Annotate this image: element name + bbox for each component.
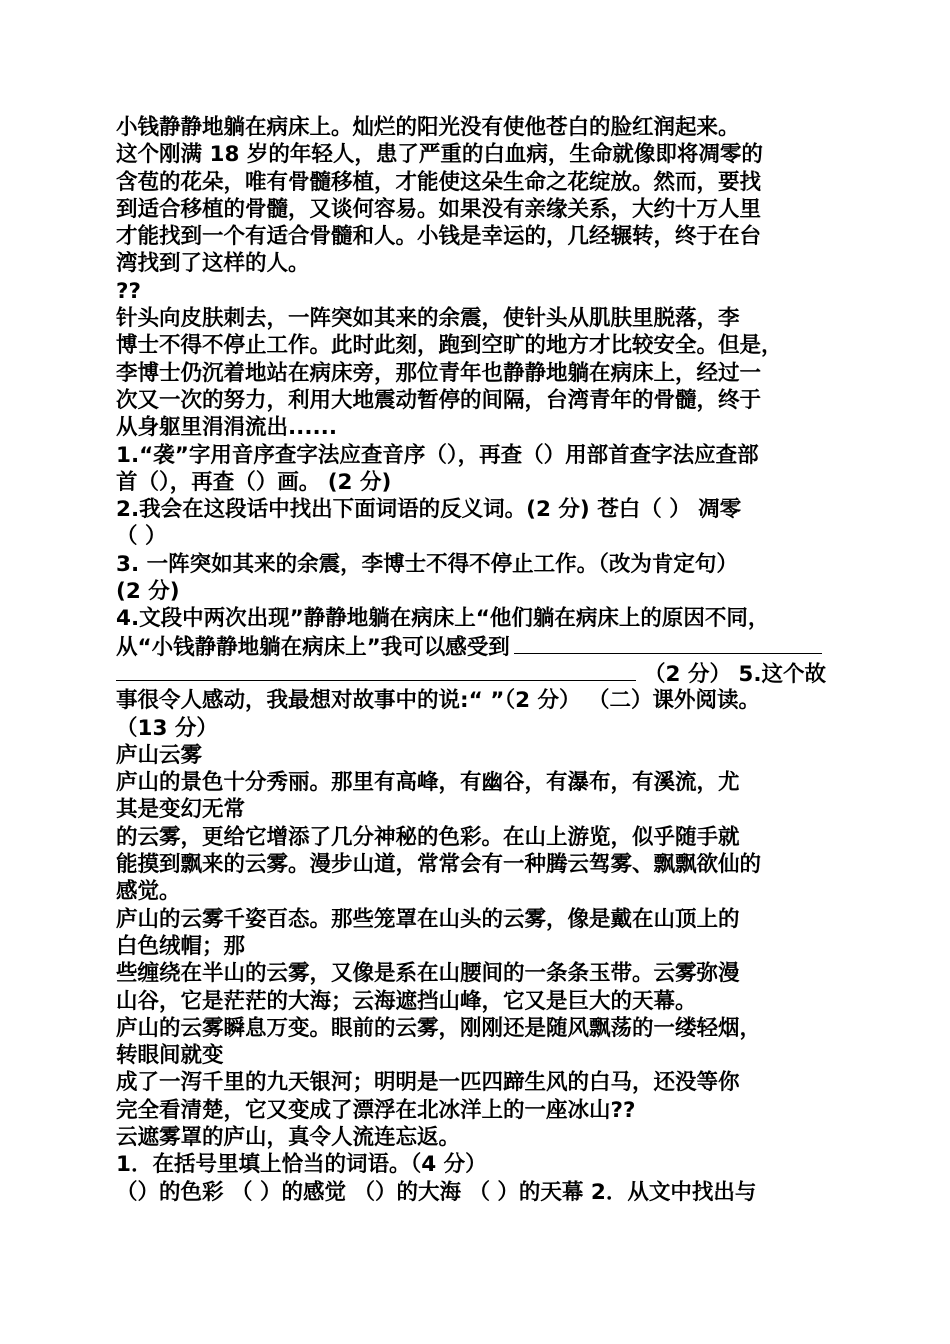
passage-2-line: 感觉。	[116, 879, 181, 905]
passage-2-line: 其是变幻无常	[116, 797, 246, 823]
passage-2-line: 的云雾，更给它增添了几分神秘的色彩。在山上游览，似乎随手就	[116, 824, 740, 850]
question-4-answer-line	[116, 660, 836, 687]
passage-1	[116, 114, 836, 442]
question-5-line: 事很令人感动，我最想对故事中的说:“ ”（2 分） （二）课外阅读。	[116, 688, 761, 714]
passage-2-line: 庐山的云雾千姿百态。那些笼罩在山头的云雾，像是戴在山顶上的	[116, 906, 740, 932]
passage-1-line: 湾找到了这样的人。	[116, 251, 310, 277]
passage-2-line: 白色绒帽；那	[116, 933, 246, 959]
passage-1-line: 博士不得不停止工作。此时此刻，跑到空旷的地方才比较安全。但是，	[116, 333, 783, 359]
answer-blank[interactable]	[514, 633, 822, 654]
question-line: （）的色彩 （ ）的感觉 （）的大海 （ ）的天幕 2．从文中找出与	[116, 1179, 757, 1205]
passage-1-line: 到适合移植的骨髓，又谈何容易。如果没有亲缘关系，大约十万人里	[116, 196, 762, 222]
question-4-tail: （2 分） 5.这个故	[644, 661, 827, 687]
passage-1-line: 李博士仍沉着地站在病床旁，那位青年也静静地躺在病床上，经过一	[116, 360, 762, 386]
passage-2	[116, 742, 836, 1151]
passage-2-line: 能摸到飘来的云雾。漫步山道，常常会有一种腾云驾雾、飘飘欲仙的	[116, 852, 762, 878]
passage-2-line: 庐山的云雾瞬息万变。眼前的云雾，刚刚还是随风飘荡的一缕轻烟，	[116, 1015, 762, 1041]
question-4-prompt: 从“小钱静静地躺在病床上”我可以感受到	[116, 634, 510, 660]
passage-1-line: 次又一次的努力，利用大地震动暂停的间隔，台湾青年的骨髓，终于	[116, 387, 762, 413]
passage-1-line: 从身躯里涓涓流出......	[116, 415, 338, 441]
passage-1-line: ??	[116, 278, 141, 304]
question-line: （ ）	[116, 524, 167, 550]
question-line: 1．在括号里填上恰当的词语。（4 分）	[116, 1152, 487, 1178]
question-4-continued	[116, 633, 836, 660]
section-score: （13 分）	[116, 715, 218, 741]
passage-1-line: 才能找到一个有适合骨髓和人。小钱是幸运的，几经辗转，终于在台	[116, 224, 762, 250]
passage-1-line: 小钱静静地躺在病床上。灿烂的阳光没有使他苍白的脸红润起来。	[116, 115, 740, 140]
passage-2-line: 完全看清楚，它又变成了漂浮在北冰洋上的一座冰山??	[116, 1097, 636, 1123]
passage-2-line: 山谷，它是茫茫的大海；云海遮挡山峰，它又是巨大的天幕。	[116, 988, 697, 1014]
passage-2-title: 庐山云雾	[116, 742, 203, 768]
question-line: 4.文段中两次出现”静静地躺在病床上“他们躺在病床上的原因不同，	[116, 606, 770, 632]
question-line: 首（），再查（）画。 (2 分)	[116, 469, 392, 495]
passage-2-line: 庐山的景色十分秀丽。那里有高峰，有幽谷，有瀑布，有溪流，尤	[116, 770, 740, 796]
questions-2	[116, 1151, 836, 1206]
passage-1-line: 这个刚满 18 岁的年轻人，患了严重的白血病，生命就像即将凋零的	[116, 142, 763, 168]
passage-1-line: 含苞的花朵，唯有骨髓移植，才能使这朵生命之花绽放。然而，要找	[116, 169, 762, 195]
question-line: 2.我会在这段话中找出下面词语的反义词。(2 分) 苍白（ ） 凋零	[116, 497, 742, 523]
passage-2-line: 转眼间就变	[116, 1043, 224, 1069]
question-line: (2 分)	[116, 579, 180, 605]
passage-2-line: 云遮雾罩的庐山，真令人流连忘返。	[116, 1124, 461, 1150]
questions-1	[116, 442, 836, 742]
question-line: 3. 一阵突如其来的余震，李博士不得不停止工作。（改为肯定句）	[116, 551, 738, 577]
passage-1-line: 针头向皮肤刺去，一阵突如其来的余震，使针头从肌肤里脱落，李	[116, 306, 740, 332]
question-line: 1.“袭”字用音序查字法应查音序（），再查（）用部首查字法应查部	[116, 442, 759, 468]
passage-2-line: 些缠绕在半山的云雾，又像是系在山腰间的一条条玉带。云雾弥漫	[116, 961, 740, 987]
answer-blank[interactable]	[116, 660, 636, 681]
passage-2-line: 成了一泻千里的九天银河；明明是一匹四蹄生风的白马，还没等你	[116, 1070, 740, 1096]
document-page	[116, 114, 836, 1206]
